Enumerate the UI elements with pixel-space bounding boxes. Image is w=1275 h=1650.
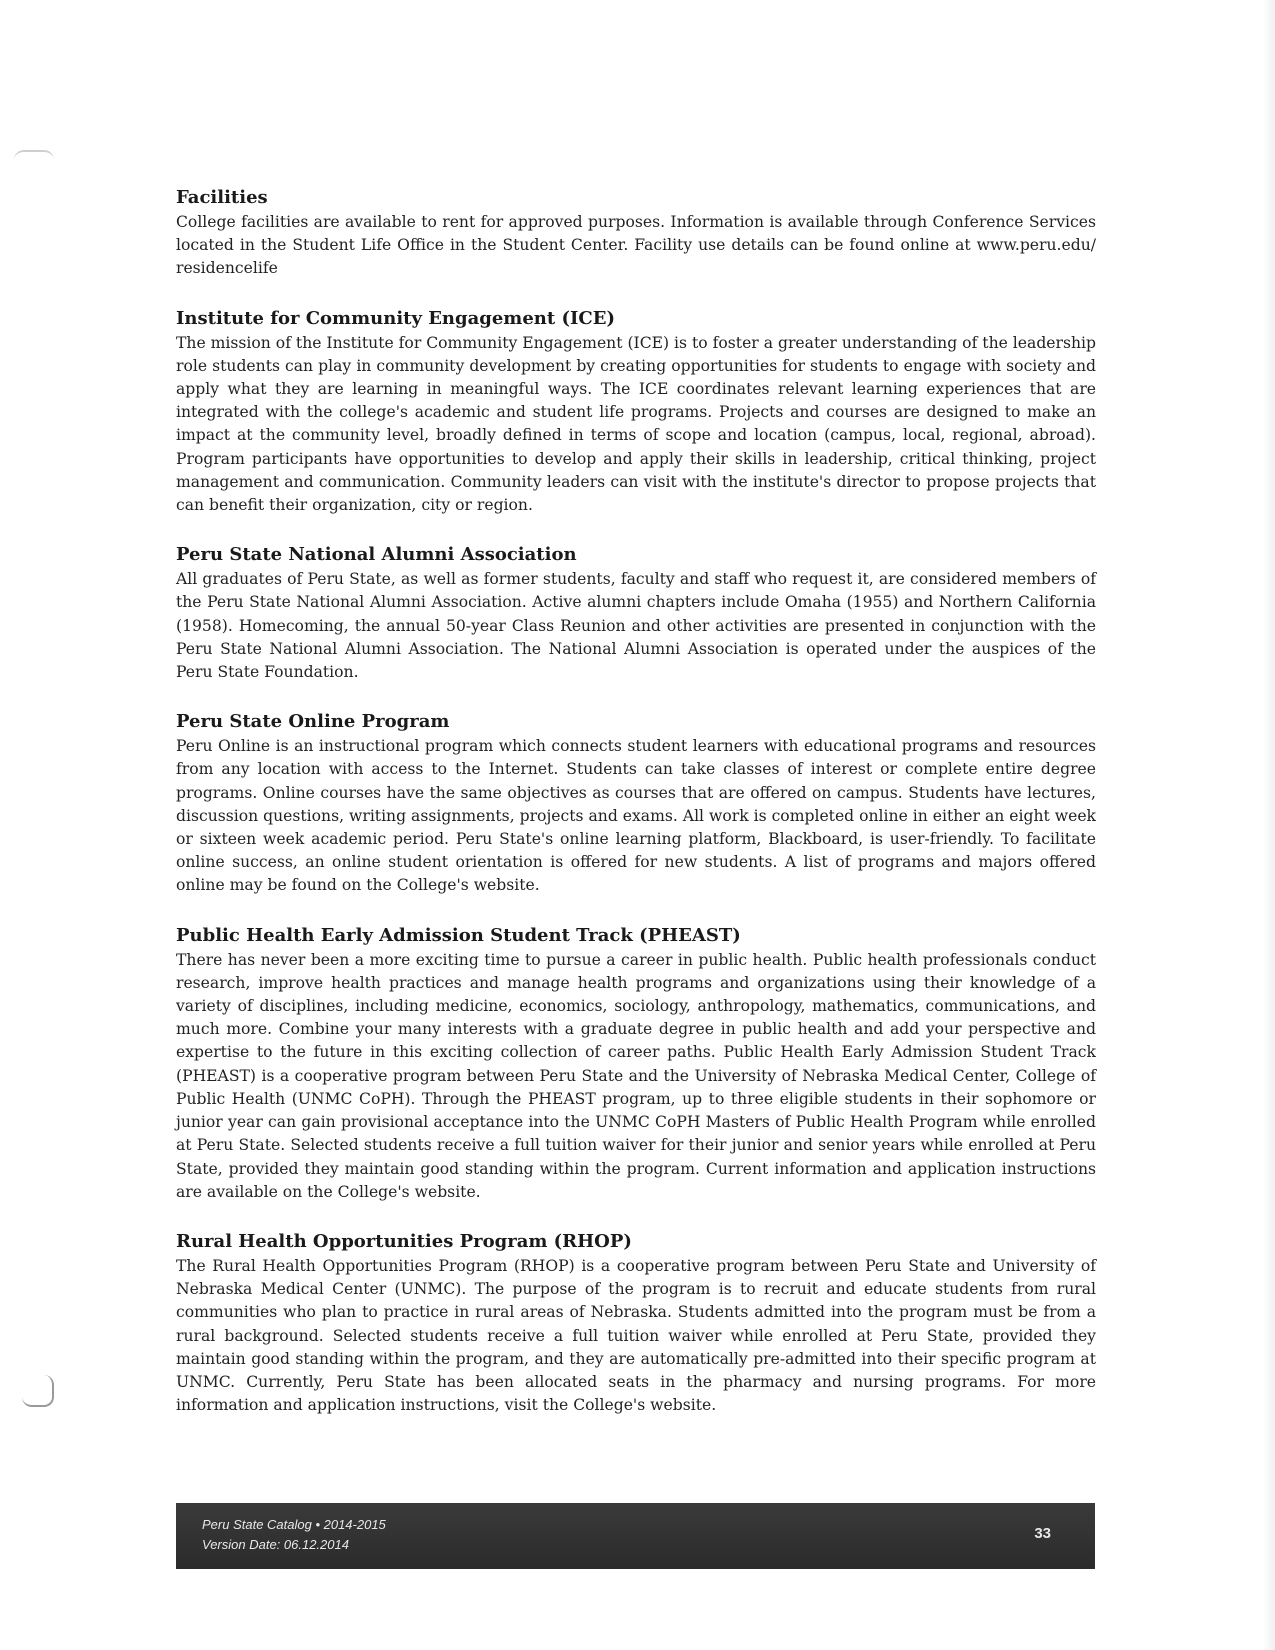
section-ice <box>176 307 1096 518</box>
footer-catalog-title: Peru State Catalog • 2014-2015 <box>202 1517 386 1532</box>
footer-version-date: Version Date: 06.12.2014 <box>202 1537 349 1552</box>
footer-bar <box>176 1503 1095 1569</box>
section-body: College facilities are available to rent for approved purposes. Information is available through Conference Services located in the Student Life Office in the Student Center. Facility use details can be found online at www.peru.edu/ residencelife <box>176 213 1096 278</box>
footer-catalog-info <box>202 1515 386 1555</box>
section-heading: Peru State National Alumni Association <box>176 544 577 566</box>
section-heading: Facilities <box>176 187 268 208</box>
page-content <box>176 186 1096 1443</box>
section-body: All graduates of Peru State, as well as former students, faculty and staff who request it, are considered members of the Peru State National Alumni Association. Active alumni chapters include Omaha (1955) and Northern California (1958). Homecoming, the annual 50-year Class Reunion and other activities are presented in conjunction with the Peru State National Alumni Association. The National Alumni Association is operated under the auspices of the Peru State Foundation. <box>176 570 1096 682</box>
scan-artifact-top <box>14 150 54 182</box>
section-body: The mission of the Institute for Community Engagement (ICE) is to foster a greater understanding of the leadership role students can play in community development by creating opportunities for students to engage with society and apply what they are learning in meaningful ways. The ICE coordinates relevant learning experiences that are integrated with the college's academic and student life programs. Projects and courses are designed to make an impact at the community level, broadly defined in terms of scope and location (campus, local, regional, abroad). Program participants have opportunities to develop and apply their skills in leadership, critical thinking, project management and communication. Community leaders can visit with the institute's director to propose projects that can benefit their organization, city or region. <box>176 333 1096 515</box>
section-pheast <box>176 924 1096 1204</box>
section-heading: Public Health Early Admission Student Track (PHEAST) <box>176 924 741 946</box>
section-body: There has never been a more exciting time to pursue a career in public health. Public health professionals conduct research, improve health practices and manage health programs and organizations using their knowledge of a variety of disciplines, including medicine, economics, sociology, anthropology, mathematics, communications, and much more. Combine your many interests with a graduate degree in public health and add your perspective and expertise to the future in this exciting collection of career paths. Public Health Early Admission Student Track (PHEAST) is a cooperative program between Peru State and the University of Nebraska Medical Center, College of Public Health (UNMC CoPH). Through the PHEAST program, up to three eligible students in their sophomore or junior year can gain provisional acceptance into the UNMC CoPH Masters of Public Health Program while enrolled at Peru State. Selected students receive a full tuition waiver for their junior and senior years while enrolled at Peru State, provided they maintain good standing within the program. Current information and application instructions are available on the College's website. <box>176 950 1096 1201</box>
section-heading: Rural Health Opportunities Program (RHOP) <box>176 1230 632 1252</box>
section-online-program <box>176 710 1096 897</box>
section-facilities <box>176 186 1096 281</box>
section-heading: Peru State Online Program <box>176 711 450 733</box>
page-edge <box>1263 0 1275 1650</box>
section-body: Peru Online is an instructional program which connects student learners with educational programs and resources from any location with access to the Internet. Students can take classes of interest or complete entire degree programs. Online courses have the same objectives as courses that are offered on campus. Students have lectures, discussion questions, writing assignments, projects and exams. All work is completed online in either an eight week or sixteen week academic period. Peru State's online learning platform, Blackboard, is user-friendly. To facilitate online success, an online student orientation is offered for new students. A list of programs and majors offered online may be found on the College's website. <box>176 737 1096 895</box>
section-rhop <box>176 1230 1096 1417</box>
scan-artifact-bottom <box>22 1375 54 1407</box>
section-heading: Institute for Community Engagement (ICE) <box>176 307 615 329</box>
section-body: The Rural Health Opportunities Program (RHOP) is a cooperative program between Peru State and University of Nebraska Medical Center (UNMC). The purpose of the program is to recruit and educate students from rural communities who plan to practice in rural areas of Nebraska. Students admitted into the program must be from a rural background. Selected students receive a full tuition waiver while enrolled at Peru State, provided they maintain good standing within the program, and they are automatically pre-admitted into their specific program at UNMC. Currently, Peru State has been allocated seats in the pharmacy and nursing programs. For more information and application instructions, visit the College's website. <box>176 1256 1096 1415</box>
page-number: 33 <box>1034 1525 1051 1542</box>
section-alumni-association <box>176 543 1096 684</box>
